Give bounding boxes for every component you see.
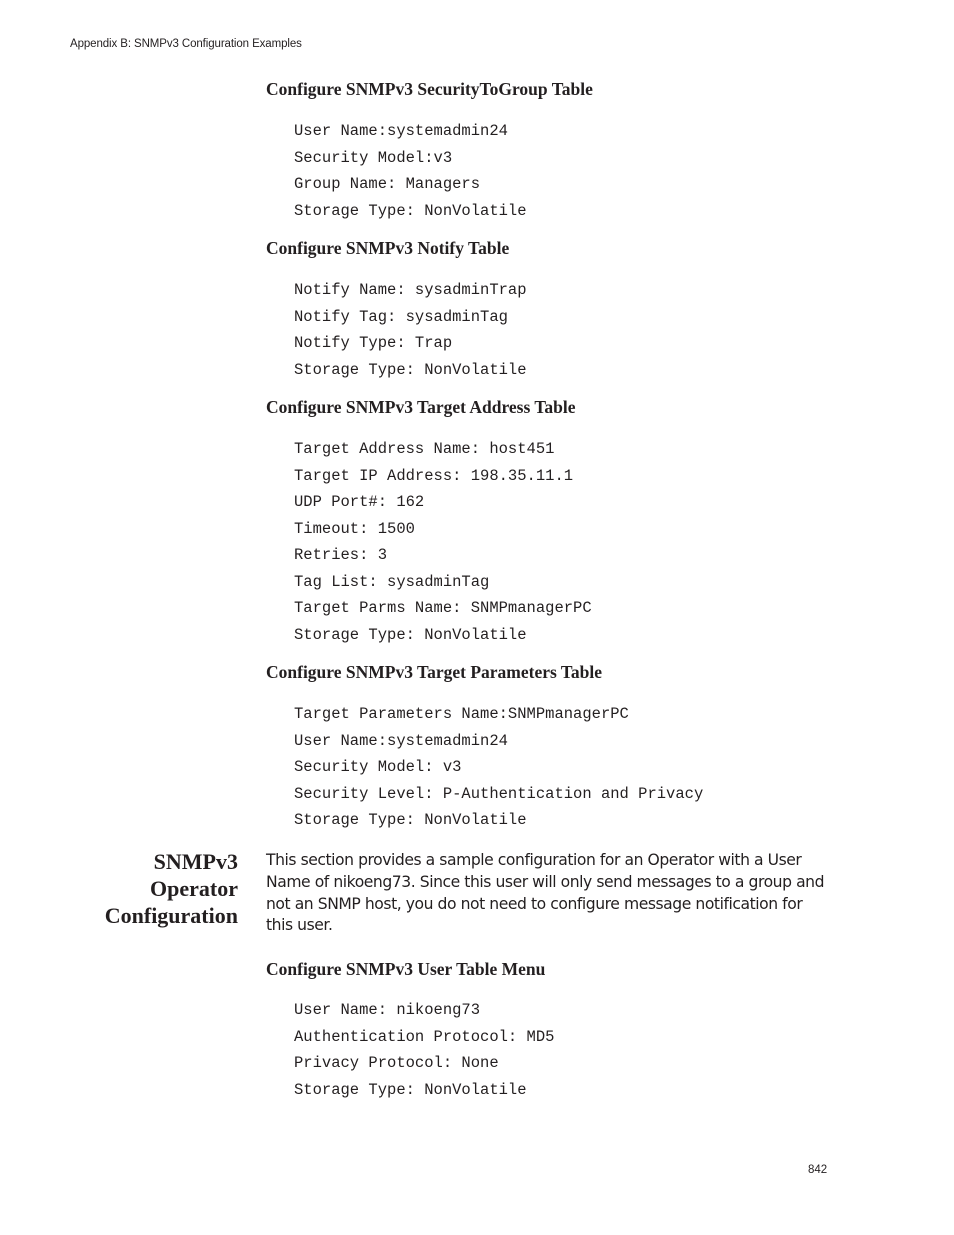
- code-block-user-table-menu: [294, 997, 554, 1103]
- code-line: Storage Type: NonVolatile: [294, 201, 527, 220]
- section-heading-security-to-group: Configure SNMPv3 SecurityToGroup Table: [266, 79, 593, 99]
- code-line: Target IP Address: 198.35.11.1: [294, 466, 574, 485]
- code-block-notify-table: [294, 277, 527, 383]
- running-header: Appendix B: SNMPv3 Configuration Examples: [70, 38, 302, 50]
- code-line: Security Model:v3: [294, 148, 453, 167]
- code-line: User Name:systemadmin24: [294, 731, 508, 750]
- code-line: Group Name: Managers: [294, 175, 481, 193]
- code-line: Storage Type: NonVolatile: [294, 625, 527, 644]
- code-line: Timeout: 1500: [294, 519, 415, 538]
- code-line: Storage Type: NonVolatile: [294, 1080, 527, 1099]
- section-heading-target-address: Configure SNMPv3 Target Address Table: [266, 397, 576, 417]
- code-line: Privacy Protocol: None: [294, 1054, 499, 1072]
- section-heading-target-parameters: Configure SNMPv3 Target Parameters Table: [266, 662, 603, 682]
- code-line: Target Parms Name: SNMPmanagerPC: [294, 599, 592, 617]
- heading-line: Operator: [150, 876, 238, 901]
- code-block-target-address: [294, 436, 592, 648]
- section-heading-user-table-menu: Configure SNMPv3 User Table Menu: [266, 959, 546, 979]
- code-line: Target Parameters Name:SNMPmanagerPC: [294, 705, 629, 723]
- code-line: Notify Tag: sysadminTag: [294, 307, 508, 326]
- code-line: User Name:systemadmin24: [294, 122, 508, 140]
- code-line: Retries: 3: [294, 546, 388, 564]
- heading-line: Configuration: [104, 903, 238, 928]
- code-line: Notify Type: Trap: [294, 334, 453, 352]
- section-heading-notify-table: Configure SNMPv3 Notify Table: [266, 238, 510, 258]
- code-line: Security Model: v3: [294, 758, 462, 776]
- code-block-security-to-group: [294, 118, 527, 224]
- code-block-target-parameters: [294, 701, 703, 834]
- code-line: Security Level: P-Authentication and Privacy: [294, 784, 704, 803]
- code-line: Target Address Name: host451: [294, 440, 555, 458]
- page-number: 842: [808, 1164, 828, 1176]
- code-line: Tag List: sysadminTag: [294, 572, 490, 591]
- heading-line: SNMPv3: [153, 849, 238, 874]
- code-line: Authentication Protocol: MD5: [294, 1027, 555, 1046]
- code-line: Storage Type: NonVolatile: [294, 360, 527, 379]
- code-line: UDP Port#: 162: [294, 493, 425, 511]
- code-line: Notify Name: sysadminTrap: [294, 281, 527, 299]
- code-line: User Name: nikoeng73: [294, 1001, 481, 1019]
- operator-intro-paragraph: This section provides a sample configuration for an Operator with a User Name of nikoeng73. Since this user will only send messages to a group and not an SNMP host, you do not need to configure message notification for this user.: [266, 851, 825, 935]
- code-line: Storage Type: NonVolatile: [294, 811, 527, 829]
- operator-configuration-heading: [58, 848, 238, 929]
